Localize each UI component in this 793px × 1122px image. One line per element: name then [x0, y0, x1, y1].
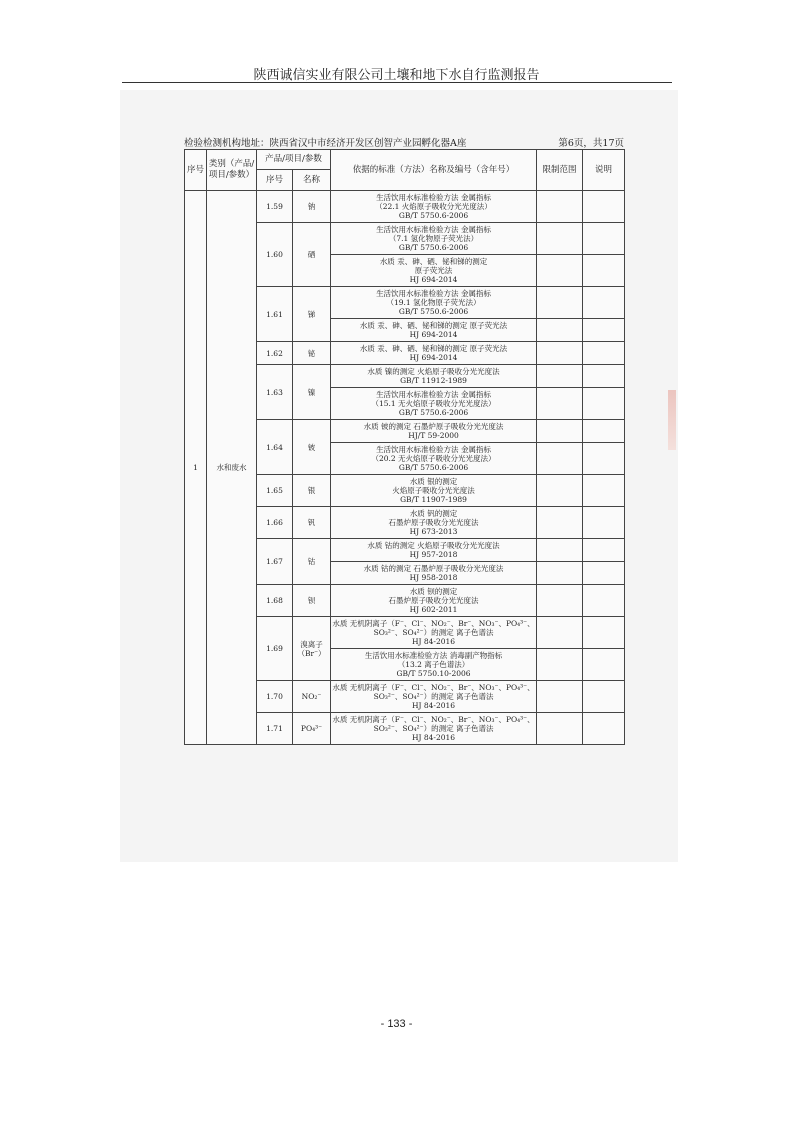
header-standard: 依据的标准（方法）名称及编号（含年号）: [331, 150, 537, 191]
limit-cell: [537, 617, 583, 649]
item-name-cell: 锑: [293, 287, 331, 342]
item-name-cell: 钡: [293, 585, 331, 617]
remark-cell: [583, 365, 625, 388]
method-cell: 水质 镍的测定 火焰原子吸收分光光度法 GB/T 11912-1989: [331, 365, 537, 388]
remark-cell: [583, 287, 625, 319]
item-seq-cell: 1.61: [257, 287, 293, 342]
remark-cell: [583, 388, 625, 420]
header-sub-seq: 序号: [257, 170, 293, 191]
item-name-cell: 硒: [293, 223, 331, 287]
item-name-cell: 铍: [293, 420, 331, 475]
method-cell: 水质 无机阴离子（F⁻、Cl⁻、NO₂⁻、Br⁻、NO₃⁻、PO₄³⁻、 SO₃²⁻、SO₄²⁻）的测定 离子色谱法 HJ 84-2016: [331, 617, 537, 649]
limit-cell: [537, 507, 583, 539]
item-seq-cell: 1.62: [257, 342, 293, 365]
page-header-title: 陕西诚信实业有限公司土壤和地下水自行监测报告: [253, 68, 540, 83]
method-cell: 水质 钡的测定 石墨炉原子吸收分光光度法 HJ 602-2011: [331, 585, 537, 617]
address-line: [184, 135, 624, 149]
limit-cell: [537, 420, 583, 443]
method-cell: 生活饮用水标准检验方法 金属指标 （20.2 无火焰原子吸收分光光度法） GB/T 5750.6-2006: [331, 443, 537, 475]
limit-cell: [537, 388, 583, 420]
item-seq-cell: 1.65: [257, 475, 293, 507]
main-seq-cell: 1: [185, 191, 207, 745]
header-limit: 限制范围: [537, 150, 583, 191]
page-number: - 133 -: [380, 1018, 413, 1030]
limit-cell: [537, 562, 583, 585]
limit-cell: [537, 191, 583, 223]
method-cell: 生活饮用水标准检验方法 金属指标 （19.1 氢化物原子荧光法） GB/T 5750.6-2006: [331, 287, 537, 319]
remark-cell: [583, 617, 625, 649]
remark-cell: [583, 713, 625, 745]
remark-cell: [583, 681, 625, 713]
remark-cell: [583, 191, 625, 223]
method-cell: 生活饮用水标准检验方法 金属指标 （15.1 无火焰原子吸收分光光度法） GB/T 5750.6-2006: [331, 388, 537, 420]
header-remark: 说明: [583, 150, 625, 191]
remark-cell: [583, 507, 625, 539]
remark-cell: [583, 420, 625, 443]
lab-address: 检验检测机构地址：陕西省汉中市经济开发区创智产业园孵化器A座: [184, 138, 467, 149]
item-seq-cell: 1.67: [257, 539, 293, 585]
table-row: [185, 191, 625, 223]
limit-cell: [537, 443, 583, 475]
item-seq-cell: 1.70: [257, 681, 293, 713]
item-seq-cell: 1.59: [257, 191, 293, 223]
item-name-cell: 银: [293, 475, 331, 507]
remark-cell: [583, 319, 625, 342]
scan-stamp-edge: [668, 390, 676, 450]
method-cell: 水质 无机阴离子（F⁻、Cl⁻、NO₂⁻、Br⁻、NO₃⁻、PO₄³⁻、 SO₃²⁻、SO₄²⁻）的测定 离子色谱法 HJ 84-2016: [331, 681, 537, 713]
limit-cell: [537, 713, 583, 745]
header-product-group: 产品/项目/参数: [257, 150, 331, 170]
item-name-cell: PO₄³⁻: [293, 713, 331, 745]
remark-cell: [583, 562, 625, 585]
item-name-cell: 溴离子 （Br⁻）: [293, 617, 331, 681]
remark-cell: [583, 443, 625, 475]
method-cell: 生活饮用水标准检验方法 金属指标 （22.1 火焰原子吸收分光光度法） GB/T 5750.6-2006: [331, 191, 537, 223]
item-name-cell: 铋: [293, 342, 331, 365]
item-seq-cell: 1.64: [257, 420, 293, 475]
method-cell: 水质 汞、砷、硒、铋和锑的测定 原子荧光法 HJ 694-2014: [331, 255, 537, 287]
item-seq-cell: 1.66: [257, 507, 293, 539]
page-info: 第6页，共17页: [558, 138, 624, 149]
remark-cell: [583, 342, 625, 365]
remark-cell: [583, 255, 625, 287]
method-cell: 水质 钴的测定 石墨炉原子吸收分光光度法 HJ 958-2018: [331, 562, 537, 585]
limit-cell: [537, 475, 583, 507]
table-body: [185, 191, 625, 745]
limit-cell: [537, 319, 583, 342]
remark-cell: [583, 475, 625, 507]
method-cell: 水质 钒的测定 石墨炉原子吸收分光光度法 HJ 673-2013: [331, 507, 537, 539]
remark-cell: [583, 539, 625, 562]
method-cell: 生活饮用水标准检验方法 消毒副产物指标 （13.2 离子色谱法） GB/T 5750.10-2006: [331, 649, 537, 681]
header-rule: [122, 82, 672, 83]
method-cell: 水质 钴的测定 火焰原子吸收分光光度法 HJ 957-2018: [331, 539, 537, 562]
method-cell: 水质 铍的测定 石墨炉原子吸收分光光度法 HJ/T 59-2000: [331, 420, 537, 443]
limit-cell: [537, 649, 583, 681]
item-name-cell: 镍: [293, 365, 331, 420]
remark-cell: [583, 585, 625, 617]
header-category: 类别（产品/项目/参数）: [207, 150, 257, 191]
limit-cell: [537, 681, 583, 713]
item-name-cell: 钴: [293, 539, 331, 585]
item-name-cell: NO₂⁻: [293, 681, 331, 713]
header-name: 名称: [293, 170, 331, 191]
remark-cell: [583, 649, 625, 681]
method-cell: 水质 银的测定 火焰原子吸收分光光度法 GB/T 11907-1989: [331, 475, 537, 507]
limit-cell: [537, 342, 583, 365]
method-cell: 水质 汞、砷、硒、铋和锑的测定 原子荧光法 HJ 694-2014: [331, 319, 537, 342]
limit-cell: [537, 539, 583, 562]
main-category-cell: 水和废水: [207, 191, 257, 745]
method-cell: 生活饮用水标准检验方法 金属指标 （7.1 氢化物原子荧光法） GB/T 5750.6-2006: [331, 223, 537, 255]
limit-cell: [537, 365, 583, 388]
limit-cell: [537, 255, 583, 287]
item-seq-cell: 1.63: [257, 365, 293, 420]
item-seq-cell: 1.68: [257, 585, 293, 617]
limit-cell: [537, 287, 583, 319]
item-seq-cell: 1.69: [257, 617, 293, 681]
method-cell: 水质 汞、砷、硒、铋和锑的测定 原子荧光法 HJ 694-2014: [331, 342, 537, 365]
methods-table: [184, 149, 625, 745]
item-seq-cell: 1.60: [257, 223, 293, 287]
method-cell: 水质 无机阴离子（F⁻、Cl⁻、NO₂⁻、Br⁻、NO₃⁻、PO₄³⁻、 SO₃²⁻、SO₄²⁻）的测定 离子色谱法 HJ 84-2016: [331, 713, 537, 745]
remark-cell: [583, 223, 625, 255]
header-seq: 序号: [185, 150, 207, 191]
item-name-cell: 钒: [293, 507, 331, 539]
item-name-cell: 钠: [293, 191, 331, 223]
item-seq-cell: 1.71: [257, 713, 293, 745]
limit-cell: [537, 585, 583, 617]
limit-cell: [537, 223, 583, 255]
